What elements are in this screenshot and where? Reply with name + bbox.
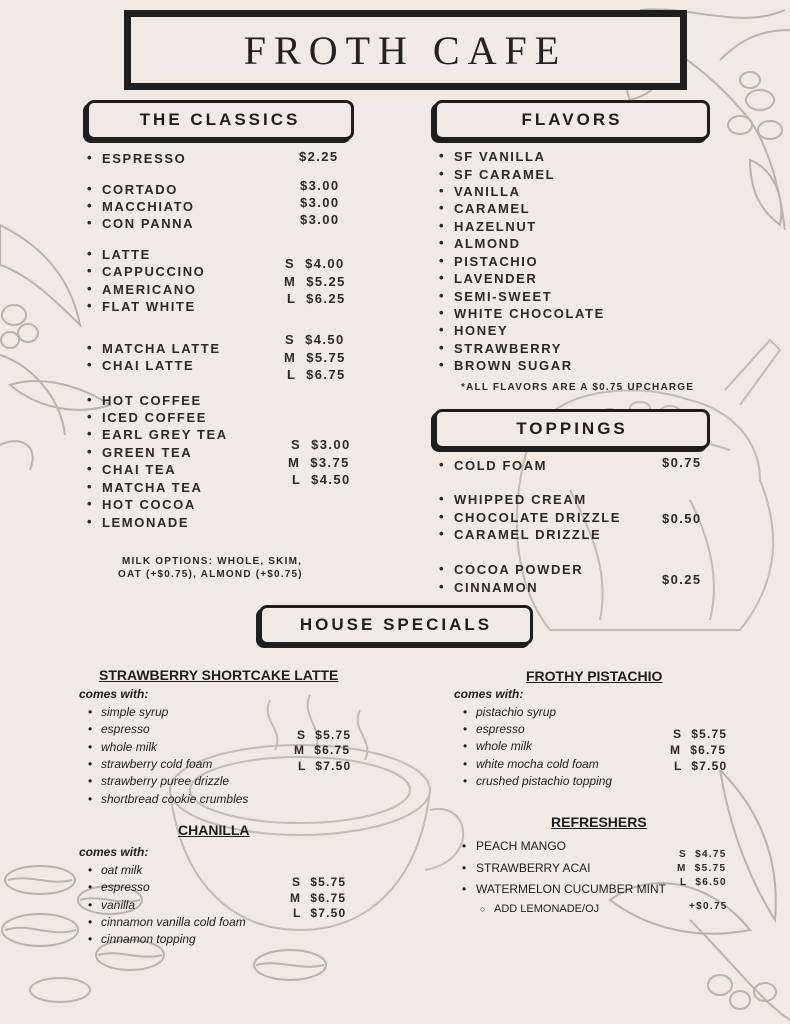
list-item: • MATCHA TEA xyxy=(102,480,203,495)
ingredient-item: • simple syrup xyxy=(101,705,168,719)
list-item: • GREEN TEA xyxy=(102,445,192,460)
size-price: L $4.50 xyxy=(292,472,351,487)
ingredient-item: • white mocha cold foam xyxy=(476,757,599,771)
list-item: • WHIPPED CREAM xyxy=(454,492,587,507)
list-item: • EARL GREY TEA xyxy=(102,427,228,442)
size-price: S $5.75 xyxy=(292,875,347,889)
comes-with-label: comes with: xyxy=(79,687,149,701)
size-price: S $5.75 xyxy=(673,727,728,741)
list-item: • CINNAMON xyxy=(454,580,538,595)
ingredient-item: • espresso xyxy=(476,722,525,736)
cafe-title-frame xyxy=(124,10,687,90)
price: $3.00 xyxy=(300,178,340,193)
list-item: • SF CARAMEL xyxy=(454,167,555,182)
list-item: • COCOA POWDER xyxy=(454,562,583,577)
size-price: L $7.50 xyxy=(674,759,728,773)
size-price: L $6.50 xyxy=(680,877,727,888)
list-item: • CHAI TEA xyxy=(102,462,176,477)
list-item: • CHAI LATTE xyxy=(102,358,194,373)
coffee-branch-illustration-bottom-right xyxy=(590,770,790,1024)
size-price: S $5.75 xyxy=(297,728,352,742)
milk-options-note: OAT (+$0.75), ALMOND (+$0.75) xyxy=(118,569,303,580)
flavors-heading: FLAVORS xyxy=(521,110,623,129)
list-item: • STRAWBERRY xyxy=(454,341,562,356)
list-item: • AMERICANO xyxy=(102,282,197,297)
size-price: M $6.75 xyxy=(290,891,347,905)
ingredient-item: • oat milk xyxy=(101,863,142,877)
size-price: S $4.50 xyxy=(285,332,345,347)
comes-with-label: comes with: xyxy=(79,845,149,859)
list-item: • CHOCOLATE DRIZZLE xyxy=(454,510,621,525)
price: $2.25 xyxy=(299,149,339,164)
list-item: • ALMOND xyxy=(454,236,521,251)
list-item: • HONEY xyxy=(454,323,508,338)
house-specials-heading: HOUSE SPECIALS xyxy=(299,615,493,634)
ingredient-item: • espresso xyxy=(101,880,150,894)
price: $3.00 xyxy=(300,195,340,210)
list-item: • BROWN SUGAR xyxy=(454,358,573,373)
list-item: • COLD FOAM xyxy=(454,458,547,473)
price: $0.25 xyxy=(662,572,702,587)
ingredient-item: • crushed pistachio topping xyxy=(476,774,612,788)
list-item: • HOT COCOA xyxy=(102,497,196,512)
list-item: • CARAMEL DRIZZLE xyxy=(454,527,601,542)
milk-options-note: MILK OPTIONS: WHOLE, SKIM, xyxy=(122,556,303,567)
list-item: • ESPRESSO xyxy=(102,151,186,166)
classics-heading-box xyxy=(86,100,354,140)
list-item: • HAZELNUT xyxy=(454,219,537,234)
list-item: • SEMI-SWEET xyxy=(454,289,552,304)
size-price: M $6.75 xyxy=(294,743,351,757)
list-item: • CORTADO xyxy=(102,182,178,197)
cafe-title: FROTH CAFE xyxy=(243,27,568,73)
list-item: • WHITE CHOCOLATE xyxy=(454,306,605,321)
ingredient-item: • shortbread cookie crumbles xyxy=(101,792,248,806)
add-on-price: +$0.75 xyxy=(689,901,728,912)
special-name: CHANILLA xyxy=(178,822,250,838)
list-subitem: ○ ADD LEMONADE/OJ xyxy=(494,903,599,915)
special-name: FROTHY PISTACHIO xyxy=(526,668,663,684)
special-name: STRAWBERRY SHORTCAKE LATTE xyxy=(99,667,339,683)
size-price: S $3.00 xyxy=(291,437,351,452)
size-price: M $6.75 xyxy=(670,743,727,757)
list-item: • PISTACHIO xyxy=(454,254,538,269)
flavors-heading-box xyxy=(434,100,710,140)
price: $0.75 xyxy=(662,455,702,470)
size-price: S $4.75 xyxy=(679,849,727,860)
ingredient-item: • cinnamon vanilla cold foam xyxy=(101,915,246,929)
list-item: • CARAMEL xyxy=(454,201,530,216)
price: $0.50 xyxy=(662,511,702,526)
list-item: • CON PANNA xyxy=(102,216,194,231)
list-item: • STRAWBERRY ACAI xyxy=(476,861,590,875)
list-item: • SF VANILLA xyxy=(454,149,546,164)
list-item: • WATERMELON CUCUMBER MINT xyxy=(476,882,666,896)
coffee-bag-illustration xyxy=(490,330,790,650)
list-item: • ICED COFFEE xyxy=(102,410,207,425)
list-item: • HOT COFFEE xyxy=(102,393,202,408)
special-name: REFRESHERS xyxy=(551,814,647,830)
list-item: • FLAT WHITE xyxy=(102,299,196,314)
ingredient-item: • pistachio syrup xyxy=(476,705,556,719)
size-price: M $5.75 xyxy=(284,350,346,365)
size-price: M $5.75 xyxy=(677,863,727,874)
size-price: L $7.50 xyxy=(293,906,347,920)
list-item: • LAVENDER xyxy=(454,271,537,286)
size-price: S $4.00 xyxy=(285,256,345,271)
ingredient-item: • whole milk xyxy=(476,739,532,753)
size-price: L $6.25 xyxy=(287,291,346,306)
size-price: M $5.25 xyxy=(284,274,346,289)
house-specials-heading-box xyxy=(259,605,533,645)
flavor-upcharge-note: *ALL FLAVORS ARE A $0.75 UPCHARGE xyxy=(461,382,695,393)
ingredient-item: • whole milk xyxy=(101,740,157,754)
comes-with-label: comes with: xyxy=(454,687,524,701)
ingredient-item: • strawberry cold foam xyxy=(101,757,212,771)
ingredient-item: • vanilla xyxy=(101,898,135,912)
toppings-heading-box xyxy=(434,409,710,449)
list-item: • LATTE xyxy=(102,247,151,262)
list-item: • LEMONADE xyxy=(102,515,189,530)
ingredient-item: • espresso xyxy=(101,722,150,736)
list-item: • MATCHA LATTE xyxy=(102,341,221,356)
list-item: • MACCHIATO xyxy=(102,199,195,214)
classics-heading: THE CLASSICS xyxy=(139,110,301,129)
ingredient-item: • strawberry puree drizzle xyxy=(101,774,229,788)
size-price: L $7.50 xyxy=(298,759,352,773)
list-item: • VANILLA xyxy=(454,184,521,199)
size-price: M $3.75 xyxy=(288,455,350,470)
price: $3.00 xyxy=(300,212,340,227)
ingredient-item: • cinnamon topping xyxy=(101,932,196,946)
size-price: L $6.75 xyxy=(287,367,346,382)
list-item: • CAPPUCCINO xyxy=(102,264,205,279)
toppings-heading: TOPPINGS xyxy=(516,419,628,438)
list-item: • PEACH MANGO xyxy=(476,839,566,853)
